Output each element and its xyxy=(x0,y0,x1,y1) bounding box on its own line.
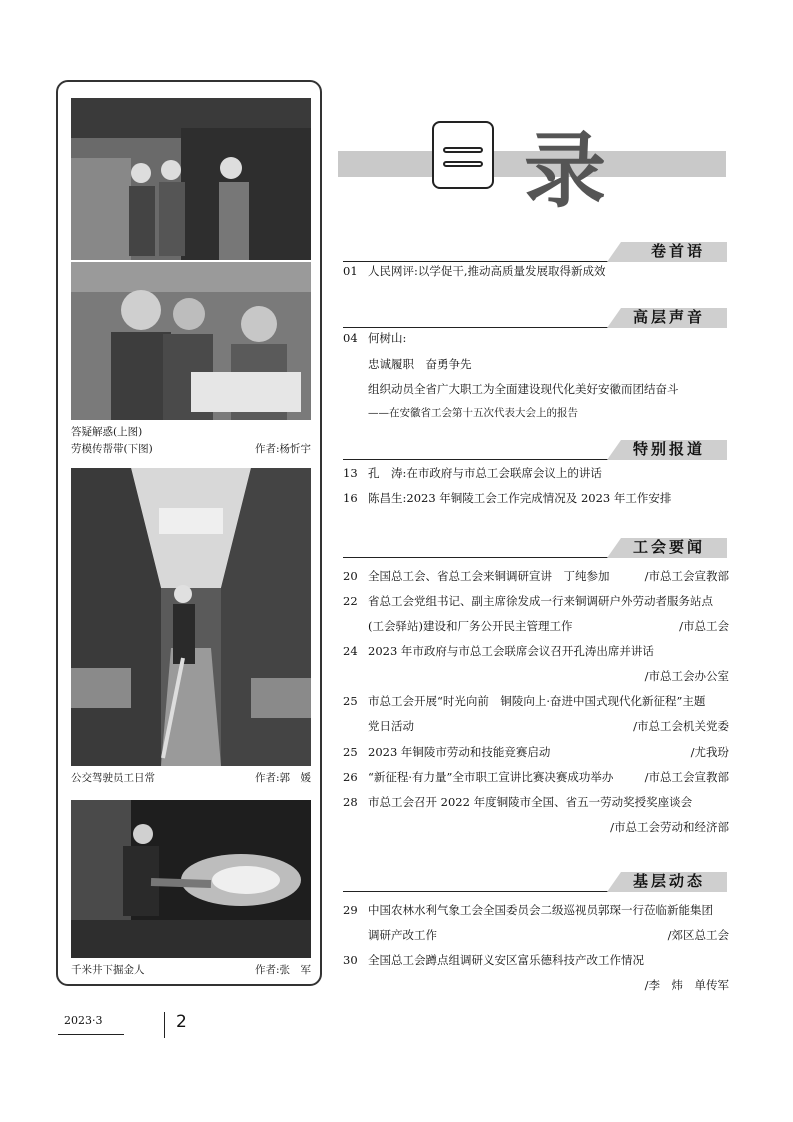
toc-page-number: 01 xyxy=(343,264,358,278)
toc-source: /市总工会机关党委 xyxy=(633,719,729,733)
toc-source: /市总工会宣教部 xyxy=(644,569,729,583)
photo12-credit: 作者:杨忻宇 xyxy=(254,443,311,455)
toc-source: /李 炜 单传军 xyxy=(644,978,729,992)
toc-page-number: 13 xyxy=(343,466,358,480)
toc-source: /尤我玢 xyxy=(690,745,729,759)
section-label: 特别报道 xyxy=(632,440,705,458)
toc-page-number: 04 xyxy=(343,331,358,345)
section-label: 卷首语 xyxy=(650,242,705,260)
photo4-caption: 千米井下掘金人 xyxy=(71,964,145,976)
page-number: 2 xyxy=(176,1012,187,1032)
toc-title: 2023 年市政府与市总工会联席会议召开孔涛出席并讲话 xyxy=(368,644,654,658)
photo-factory-workers xyxy=(71,98,311,260)
photo-bus-driver xyxy=(71,468,311,766)
toc-page-number: 28 xyxy=(343,795,358,809)
toc-title: 2023 年铜陵市劳动和技能竞赛启动 xyxy=(368,745,551,759)
footer-underline xyxy=(58,1034,124,1035)
caption-photo2 xyxy=(71,441,311,458)
issue-number: 2023·3 xyxy=(64,1014,103,1027)
toc-page-number: 25 xyxy=(343,745,358,759)
photo-mentoring xyxy=(71,262,311,420)
toc-title: 陈昌生:2023 年铜陵工会工作完成情况及 2023 年工作安排 xyxy=(368,491,672,505)
section-header-juanshouyu xyxy=(343,240,727,262)
toc-subtitle: 忠诚履职 奋勇争先 xyxy=(368,357,472,371)
toc-title: 何树山: xyxy=(368,331,407,345)
title-glyph-mu xyxy=(432,121,494,189)
section-label: 工会要闻 xyxy=(632,538,705,556)
toc-title-cont: 党日活动 xyxy=(368,719,414,733)
toc-title: 人民网评:以学促干,推动高质量发展取得新成效 xyxy=(368,264,606,278)
caption-photo4 xyxy=(71,962,311,979)
toc-title-cont: (工会驿站)建设和厂务公开民主管理工作 xyxy=(368,619,573,633)
footer-divider xyxy=(164,1012,165,1038)
toc-source: /市总工会劳动和经济部 xyxy=(610,820,729,834)
section-header-tebiebaodao xyxy=(343,438,727,460)
toc-page-number: 29 xyxy=(343,903,358,917)
toc-page-number: 24 xyxy=(343,644,358,658)
toc-page-number: 26 xyxy=(343,770,358,784)
photo3-credit: 作者:郭 媛 xyxy=(254,772,311,784)
section-label: 基层动态 xyxy=(632,872,705,890)
photo4-credit: 作者:张 军 xyxy=(254,964,311,976)
toc-title: “新征程·有力量”全市职工宣讲比赛决赛成功举办 xyxy=(368,770,614,784)
toc-title: 市总工会开展“时光向前 铜陵向上·奋进中国式现代化新征程”主题 xyxy=(368,694,706,708)
photo-column xyxy=(56,80,322,986)
toc-title: 省总工会党组书记、副主席徐发成一行来铜调研户外劳动者服务站点 xyxy=(368,594,713,608)
toc-source: /市总工会宣教部 xyxy=(644,770,729,784)
title-glyph-lu: 录 xyxy=(524,124,607,219)
toc-title-cont: 调研产改工作 xyxy=(368,928,437,942)
toc-title: 孔 涛:在市政府与市总工会联席会议上的讲话 xyxy=(368,466,602,480)
caption-photo3 xyxy=(71,770,311,787)
toc-title: 全国总工会蹲点组调研义安区富乐德科技产改工作情况 xyxy=(368,953,644,967)
toc-title: 市总工会召开 2022 年度铜陵市全国、省五一劳动奖授奖座谈会 xyxy=(368,795,693,809)
toc-page-number: 20 xyxy=(343,569,358,583)
section-label: 高层声音 xyxy=(632,308,705,326)
section-header-gonghuiyaowen xyxy=(343,536,727,558)
toc-source: /市总工会办公室 xyxy=(644,669,729,683)
photo1-caption: 答疑解惑(上图) xyxy=(71,426,143,438)
page-footer xyxy=(58,1012,187,1038)
toc-subtitle: ——在安徽省工会第十五次代表大会上的报告 xyxy=(368,407,578,419)
section-header-jicengdongtai xyxy=(343,870,727,892)
photo-underground-miner xyxy=(71,800,311,958)
toc-source: /郊区总工会 xyxy=(667,928,729,942)
toc-title: 全国总工会、省总工会来铜调研宣讲 丁纯参加 xyxy=(368,569,610,583)
photo3-caption: 公交驾驶员工日常 xyxy=(71,772,155,784)
toc-subtitle: 组织动员全省广大职工为全面建设现代化美好安徽而团结奋斗 xyxy=(368,382,679,396)
toc-page-number: 22 xyxy=(343,594,358,608)
caption-photo1 xyxy=(71,424,311,441)
section-header-gaocengshengyin xyxy=(343,306,727,328)
toc-page-number: 25 xyxy=(343,694,358,708)
toc-source: /市总工会 xyxy=(679,619,729,633)
toc-page-number: 16 xyxy=(343,491,358,505)
toc-title: 中国农林水利气象工会全国委员会二级巡视员郭琛一行莅临新能集团 xyxy=(368,903,713,917)
toc-page-number: 30 xyxy=(343,953,358,967)
photo2-caption: 劳模传帮带(下图) xyxy=(71,443,153,455)
